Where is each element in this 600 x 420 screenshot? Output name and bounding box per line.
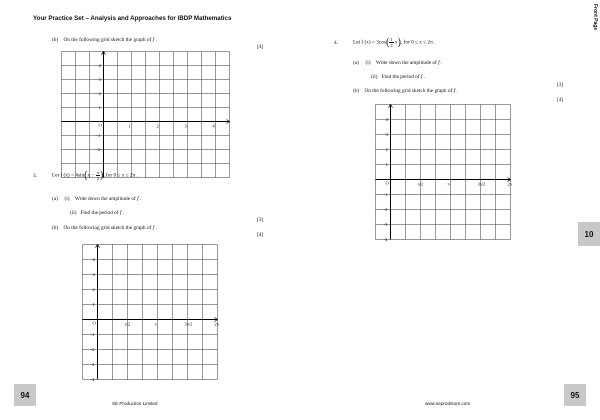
- x-tick-label: 2π: [507, 181, 512, 187]
- q4-part-a-ii: (ii) Find the period of f .: [371, 74, 426, 80]
- x-tick-label: π/2: [417, 181, 424, 187]
- right-page-number: 95: [564, 384, 586, 406]
- side-label: Front Page: [592, 4, 598, 31]
- y-tick-label: 2: [92, 287, 95, 292]
- y-tick-label: 3: [98, 77, 101, 82]
- origin-label: O: [385, 180, 389, 186]
- y-tick-label: 4: [98, 63, 101, 68]
- left-page-number: 94: [14, 384, 36, 406]
- left-footer: SE Production Limited: [112, 401, 158, 406]
- x-tick-label: 3: [184, 123, 187, 129]
- y-tick-label: -2: [383, 207, 388, 212]
- y-tick-label: -4: [383, 237, 388, 241]
- y-tick-label: 1: [92, 302, 95, 307]
- q3-part-b-marks: [4]: [257, 232, 264, 238]
- y-tick-label: -2: [96, 147, 101, 152]
- y-tick-label: -1: [90, 332, 95, 337]
- q4-part-b-marks: [4]: [557, 97, 564, 103]
- q4-part-a-marks: [3]: [557, 82, 564, 88]
- graph1-grid[interactable]: [61, 51, 241, 184]
- y-tick-label: -3: [90, 362, 95, 367]
- q3-part-a-marks: [3]: [257, 217, 264, 223]
- y-tick-label: 3: [385, 132, 388, 137]
- y-tick-label: 3: [92, 272, 95, 277]
- x-tick-label: π/2: [124, 321, 131, 327]
- x-tick-label: 3π/2: [477, 181, 486, 187]
- y-tick-label: 2: [385, 147, 388, 152]
- q4-part-b: (b) On the following grid sketch the graph of f .: [353, 88, 458, 94]
- y-tick-label: -3: [383, 222, 388, 227]
- y-tick-label: 1: [98, 105, 101, 110]
- origin-label: O: [92, 320, 96, 326]
- chapter-tab: 10: [578, 222, 600, 246]
- y-tick-label: 4: [385, 117, 388, 122]
- q3-number: 3.: [33, 173, 37, 179]
- y-tick-label: 1: [385, 162, 388, 167]
- x-tick-label: 1: [128, 123, 131, 129]
- q3-part-a-i: (a) (i) Write down the amplitude of f .: [52, 196, 142, 202]
- q3-stem: Let f (x) = 4sin(x − $\frac{\pi}{2}$), for 0 ≤ x ≤ 2π .: [52, 170, 138, 181]
- origin-label: O: [98, 122, 102, 128]
- y-tick-label: 2: [98, 91, 101, 96]
- q2-part-b: (b) On the following grid sketch the graph of f .: [52, 37, 157, 43]
- graph3-grid[interactable]: [375, 104, 517, 246]
- q3-part-b: (b) On the following grid sketch the graph of f .: [52, 225, 157, 231]
- q4-part-a-i: (a) (i) Write down the amplitude of f .: [353, 60, 443, 66]
- y-tick-label: 4: [92, 257, 95, 262]
- y-tick-label: -1: [96, 133, 101, 138]
- graph2-grid[interactable]: [82, 244, 220, 386]
- q2-part-b-marks: [4]: [257, 44, 264, 50]
- y-tick-label: -4: [90, 377, 95, 381]
- x-tick-label: π: [447, 181, 450, 187]
- x-tick-label: 2: [156, 123, 159, 129]
- header-title: Your Practice Set – Analysis and Approaches for IBDP Mathematics: [33, 15, 232, 22]
- y-tick-label: -1: [383, 192, 388, 197]
- y-tick-label: -2: [90, 347, 95, 352]
- x-tick-label: π: [154, 321, 157, 327]
- x-tick-label: 4: [212, 123, 215, 129]
- q3-part-a-ii: (ii) Find the period of f .: [70, 210, 125, 216]
- x-tick-label: 2π: [214, 321, 219, 327]
- right-footer: www.seprodstore.com: [425, 401, 471, 406]
- x-tick-label: 3π/2: [184, 321, 193, 327]
- q4-number: 4.: [334, 40, 338, 46]
- q4-stem: Let f (x) = 3cos( $\frac{1}{2} x$), for 0 ≤ x ≤ 2π .: [353, 37, 436, 48]
